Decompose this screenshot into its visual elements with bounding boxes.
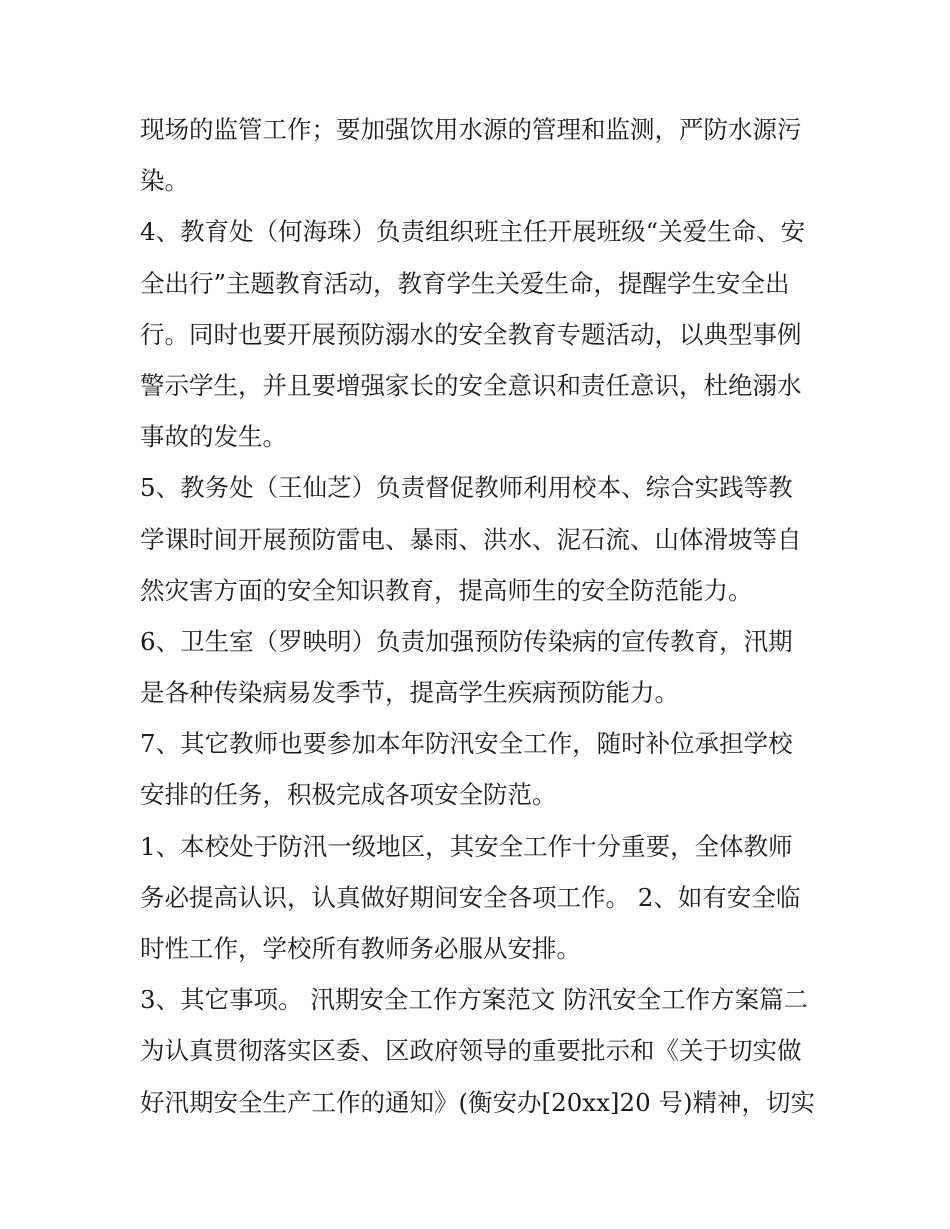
text-line: 现场的监管工作；要加强饮用水源的管理和监测，严防水源污 [140, 115, 802, 144]
text-line: 行。同时也要开展预防溺水的安全教育专题活动，以典型事例 [140, 319, 802, 349]
text-line: 安排的任务，积极完成各项安全防范。 [140, 780, 557, 810]
text-line: 警示学生，并且要增强家长的安全意识和责任意识，杜绝溺水 [140, 370, 802, 400]
text-line: 学课时间开展预防雷电、暴雨、洪水、泥石流、山体滑坡等自 [140, 524, 802, 554]
text-line: 全出行”主题教育活动，教育学生关爱生命，提醒学生安全出 [140, 268, 790, 298]
text-line: 务必提高认识，认真做好期间安全各项工作。 2、如有安全临 [140, 882, 801, 912]
text-line: 1、本校处于防汛一级地区，其安全工作十分重要，全体教师 [140, 831, 793, 861]
text-line: 6、卫生室（罗映明）负责加强预防传染病的宣传教育，汛期 [140, 626, 793, 656]
text-line: 染。 [140, 166, 189, 196]
text-line: 好汛期安全生产工作的通知》(衡安办[20xx]20 号)精神，切实 [140, 1087, 816, 1117]
text-line: 为认真贯彻落实区委、区政府领导的重要批示和《关于切实做 [140, 1036, 802, 1066]
text-line: 5、教务处（王仙芝）负责督促教师利用校本、综合实践等教 [140, 473, 793, 503]
text-line: 时性工作，学校所有教师务必服从安排。 [140, 934, 581, 963]
text-line: 事故的发生。 [140, 422, 287, 452]
text-line: 7、其它教师也要参加本年防汛安全工作，随时补位承担学校 [140, 729, 793, 759]
text-line: 3、其它事项。 汛期安全工作方案范文 防汛安全工作方案篇二 [140, 985, 809, 1015]
text-line: 然灾害方面的安全知识教育，提高师生的安全防范能力。 [140, 575, 753, 605]
text-line: 是各种传染病易发季节，提高学生疾病预防能力。 [140, 678, 679, 708]
document-body [140, 104, 820, 1128]
text-line: 4、教育处（何海珠）负责组织班主任开展班级“关爱生命、安 [140, 217, 806, 247]
